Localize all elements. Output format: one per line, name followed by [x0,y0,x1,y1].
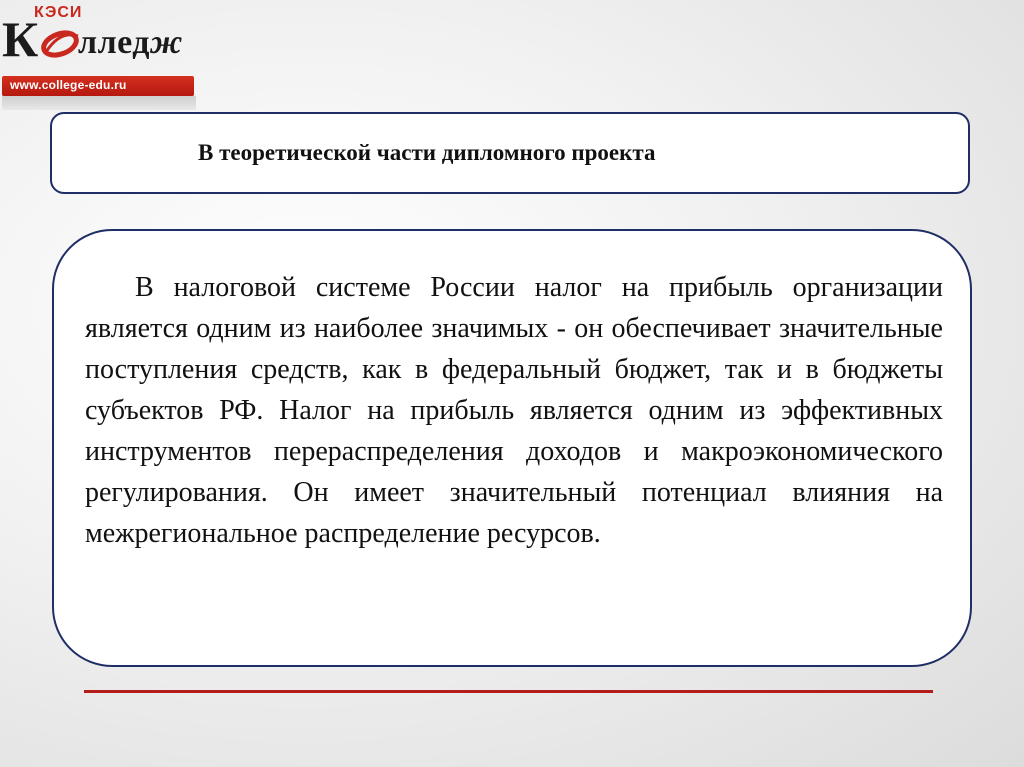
content-frame [52,229,972,667]
logo-url-strip [2,76,194,96]
college-logo-icon [0,0,196,76]
slide-paragraph: В налоговой системе России налог на прибыль организации является одним из наиболее значимых - он обеспечивает значительные поступления средств, как в федеральный бюджет, так и в бюджеты субъектов РФ. Налог на прибыль является одним из эффективных инструментов перераспределения доходов и макроэкономического регулирования. Он имеет значительный потенциал влияния на межрегиональное распределение ресурсов. [85,272,943,549]
logo-url: www.college-edu.ru [10,78,127,92]
college-logo [0,0,196,110]
logo-shadow-strip [2,96,196,110]
logo-swirl [41,29,80,59]
slide-title: В теоретической части дипломного проекта [198,140,656,165]
logo-main-text: лледж [78,24,183,61]
logo-top-text: КЭСИ [34,4,83,21]
title-frame [50,112,970,194]
logo-k-letter: К [2,11,39,67]
bottom-divider [84,690,933,693]
